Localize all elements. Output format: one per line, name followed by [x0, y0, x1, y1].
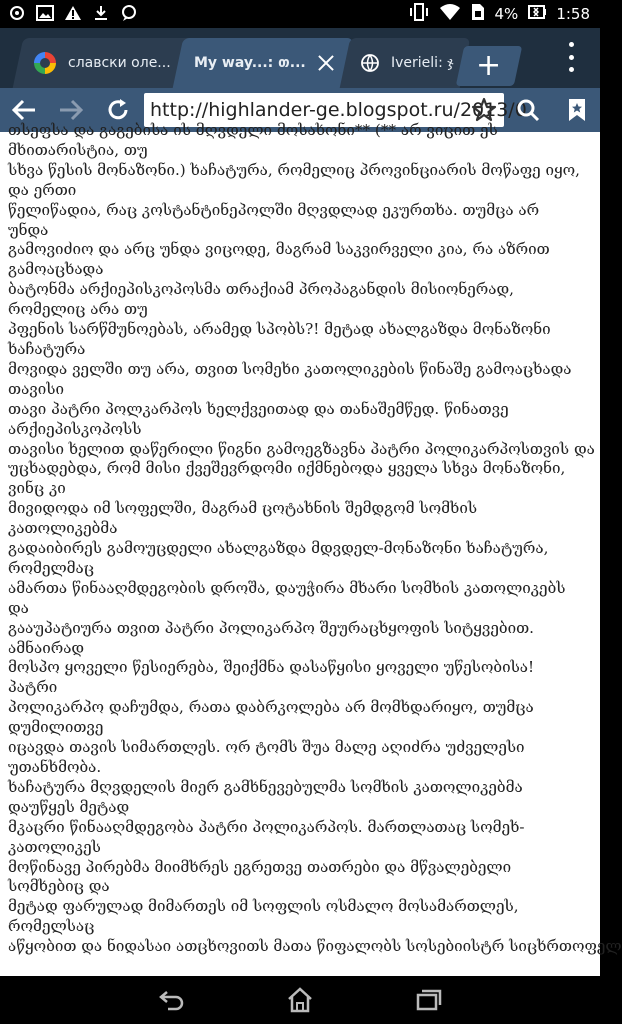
text-line: უთანხმობა.: [8, 758, 102, 776]
vibrate-icon: [409, 3, 429, 25]
text-line: ამნაირად: [8, 638, 85, 657]
text-line: გამოაცხადა: [8, 260, 104, 279]
overflow-menu-icon[interactable]: [568, 42, 574, 72]
text-line: ხაჩატურა: [8, 339, 86, 358]
assistant-icon: [120, 3, 138, 23]
text-line: თავისი: [8, 379, 64, 398]
text-line: რომელსაც: [8, 917, 95, 936]
tab-2-active[interactable]: [178, 38, 348, 88]
text-line: უნდა: [8, 220, 49, 239]
text-line: წელიწადია, რაც კოსტანტინეპოლში მღვდლად ეკურთხა. თუმცა არ: [8, 200, 540, 219]
text-line: კათოლიკებმა: [8, 519, 118, 538]
text-line: პფენის სარწმუნოებას, არამედ სპობს?! მეტად ახალგაზდა მონაზონი: [8, 320, 551, 339]
text-line: დუმილითვე: [8, 718, 104, 737]
wifi-icon: [439, 3, 461, 25]
text-line: რომელიც არა თუ: [8, 300, 148, 319]
nav-home-button[interactable]: [280, 984, 320, 1016]
tab-1-title: славски оле...: [68, 55, 171, 71]
text-line: მივიდოდა იმ სოფელში, მაგრამ ცოტახნის შემდგომ სომხის: [8, 499, 478, 518]
text-line: სხვა წესის მონაზონი.) ხაჩატურა, რომელიც პროვინციარის მოწაფე იყო,: [8, 160, 581, 179]
nav-back-button[interactable]: [152, 984, 192, 1016]
battery-icon: [528, 5, 546, 23]
text-line: და ერთი: [8, 180, 77, 199]
text-line: უცხადებდა, რომ მისი ქვეშევრდომი იქმნებოდა ყველა სხვა მონაზონი,: [8, 459, 566, 478]
text-line: ვინც კი: [8, 479, 66, 498]
url-text: http://highlander-ge.blogspot.ru/2013/0: [150, 99, 527, 121]
tab-strip: [0, 28, 600, 88]
text-line: ხაჩატურა მღვდელის მიერ გამხნევებულმა სომხის კათოლიკებმა: [8, 777, 523, 796]
text-line: სომხებიც და: [8, 877, 110, 896]
web-page-content[interactable]: [0, 121, 622, 976]
sync-icon: [8, 3, 26, 23]
text-line: თავისი ხელით დაწერილი წიგნი გამოეგზავნა პატრი პოლიკარპოსთვის და: [8, 439, 595, 458]
text-line: მოვიდა ველში თუ არა, თვით სომეხი კათოლიკების წინაშე გამოაცხადა: [8, 359, 572, 378]
sim-card-icon: [471, 3, 485, 25]
text-line: მოსპო ყოველი წესიერება, შეიქმნა დასაწყისი ყოველი უწესობისა!: [8, 658, 535, 677]
text-line: მეტად ფარულად მიმართეს იმ სოფლის ოსმალო მოსამართლეს,: [8, 897, 519, 916]
text-line: პოლიკარპო დაჩუმდა, რათა დაბრკოლება არ მომხდარიყო, თუმცა: [8, 698, 534, 717]
warning-icon: [64, 3, 82, 23]
tab-1[interactable]: [18, 38, 188, 88]
text-line: დაუწყეს მეტად: [8, 797, 130, 816]
text-line: თსეფსა და გაგებისა ის მღვდელი მოსახონი** (** არ ვიცით ეს: [8, 121, 498, 139]
tab-3[interactable]: [345, 38, 465, 88]
text-line: ამართა წინააღმდეგობის დროშა, დაუჭირა მხარი სომხის კათოლიკებს: [8, 578, 566, 597]
google-icon: [34, 52, 56, 74]
text-line: მოწინავე პირებმა მიიმხრეს ეგრეთვე თათრები და მწვალებელი: [8, 857, 512, 876]
home-icon: [286, 987, 314, 1013]
tab-2-title: My way...: თ...: [194, 55, 306, 71]
text-line: პატრი: [8, 678, 58, 697]
recents-icon: [414, 988, 442, 1012]
tab-3-title: Iverieli: ჯ: [391, 55, 454, 71]
search-icon: [515, 97, 541, 123]
plus-icon: +: [476, 48, 502, 83]
text-line: აწყობით და ნიდასაი ათცხოვითს მათა წიფალობს სოსებიისტრ სიცხრთოფელ: [8, 937, 622, 956]
text-line: რომელმაც: [8, 558, 95, 577]
status-bar: [0, 0, 600, 28]
text-line: არქიეპისკოპოსს: [8, 419, 142, 438]
text-line: და: [8, 598, 29, 617]
back-arrow-icon: [11, 99, 37, 121]
image-icon: [36, 3, 54, 23]
text-line: გამოვიძიო და არც უნდა ვიცოდე, მაგრამ საკვირველი კია, რა აზრით: [8, 240, 550, 259]
clock-time: 1:58: [556, 5, 590, 23]
close-tab-icon[interactable]: [318, 55, 334, 71]
nav-back-icon: [158, 988, 186, 1012]
text-line: მკაცრი წინააღმდეგობა პატრი პოლიკარპოს. მართლათაც სომეხ-: [8, 817, 525, 836]
nav-recents-button[interactable]: [408, 984, 448, 1016]
bookmark-icon: [566, 97, 588, 123]
new-tab-button[interactable]: [456, 46, 523, 86]
download-icon: [92, 3, 110, 23]
text-line: იცავდა თავის სიმართლეს. ორ ტომს შუა მალე აღიძრა უძველესი: [8, 738, 525, 757]
battery-percent: 4%: [494, 5, 519, 23]
text-line: გააუპატიურა თვით პატრი პოლიკარპო შეურაცხყოფის სიტყვებით.: [8, 618, 534, 637]
text-line: მხითარისტია, თუ: [8, 140, 148, 159]
text-line: თავი პატრი პოლკარპოს ხელქვეითად და თანაშემწედ. წინათვე: [8, 399, 509, 418]
text-line: გადაიბირეს გამოუცდელი ახალგაზდა მდვდელ-მონაზონი ხაჩატურა,: [8, 539, 549, 558]
reload-icon: [105, 97, 131, 123]
forward-arrow-icon: [58, 99, 84, 121]
article-text: [8, 121, 622, 957]
globe-icon: [361, 54, 379, 72]
system-nav-bar: [0, 976, 600, 1024]
text-line: კათოლიკეს: [8, 837, 101, 856]
text-line: ბატონმა არქიეპისკოპოსმა თრაქიამ პროპაგანდის მისიონერად,: [8, 280, 514, 299]
bookmark-star-icon[interactable]: [470, 96, 498, 124]
